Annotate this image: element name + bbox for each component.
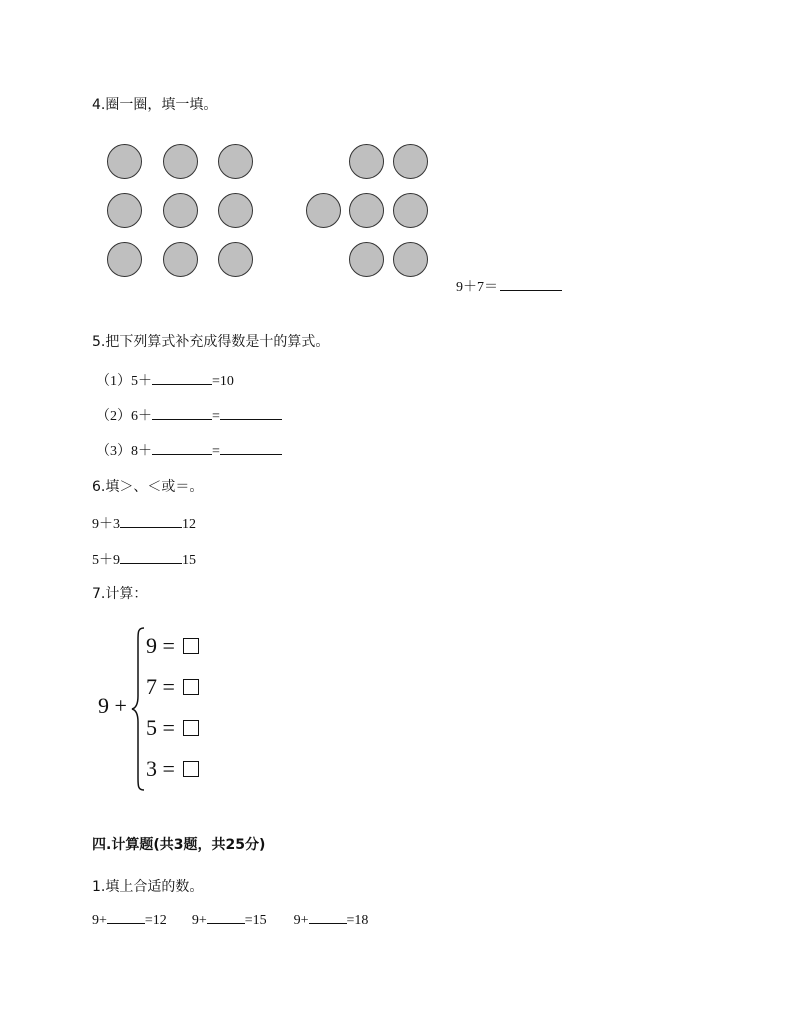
compare-left: 5＋9 <box>92 553 120 568</box>
fill-item <box>92 913 167 928</box>
compare-right: 15 <box>182 553 196 568</box>
item-prefix: 9+ <box>191 913 207 928</box>
q7-row-4 <box>146 756 199 782</box>
item-expression: 5＋ <box>131 374 152 389</box>
q7-row-3 <box>146 715 199 741</box>
q7-row-1 <box>146 633 199 659</box>
counter-circle <box>218 144 253 179</box>
counter-circle <box>107 144 142 179</box>
curly-brace-icon <box>130 626 146 792</box>
counter-circle <box>393 242 428 277</box>
section-heading: 四.计算题(共3题，共25分) <box>92 837 266 853</box>
answer-blank[interactable] <box>152 372 212 385</box>
row-expression: 5 = <box>146 715 175 740</box>
item-result: =18 <box>346 913 369 928</box>
counter-circle <box>163 242 198 277</box>
q5-item-2 <box>96 405 282 425</box>
counter-circle <box>218 242 253 277</box>
q4-equation <box>456 276 562 296</box>
answer-box[interactable] <box>183 761 199 777</box>
q5-title: 5.把下列算式补充成得数是十的算式。 <box>92 334 330 350</box>
item-result: =12 <box>144 913 167 928</box>
counter-circle <box>349 193 384 228</box>
q7-title: 7.计算： <box>92 586 148 602</box>
answer-blank[interactable] <box>120 515 182 528</box>
item-number: （2） <box>96 409 131 424</box>
counter-circle <box>107 242 142 277</box>
counter-circle <box>349 144 384 179</box>
counter-circle <box>163 144 198 179</box>
s4-q1-items <box>92 911 368 929</box>
answer-blank[interactable] <box>152 407 212 420</box>
row-expression: 3 = <box>146 756 175 781</box>
item-expression: 6＋ <box>131 409 152 424</box>
answer-box[interactable] <box>183 720 199 736</box>
counter-circle <box>218 193 253 228</box>
q7-base-expression: 9 + <box>98 693 127 718</box>
answer-blank[interactable] <box>152 442 212 455</box>
answer-blank[interactable] <box>220 442 282 455</box>
compare-right: 12 <box>182 517 196 532</box>
answer-blank[interactable] <box>309 911 347 924</box>
answer-blank[interactable] <box>207 911 245 924</box>
counter-circle <box>107 193 142 228</box>
q6-item-2 <box>92 549 196 569</box>
counter-circle <box>393 144 428 179</box>
answer-blank[interactable] <box>220 407 282 420</box>
q4-equation-text: 9＋7＝ <box>456 280 498 295</box>
row-expression: 9 = <box>146 633 175 658</box>
counter-circle <box>349 242 384 277</box>
q5-item-3 <box>96 440 282 460</box>
counter-circle <box>306 193 341 228</box>
answer-blank[interactable] <box>107 911 145 924</box>
answer-box[interactable] <box>183 679 199 695</box>
q6-title: 6.填＞、＜或＝。 <box>92 479 204 495</box>
counter-circle <box>163 193 198 228</box>
item-result: =10 <box>212 374 234 389</box>
item-number: （1） <box>96 374 131 389</box>
equals-sign: = <box>212 409 220 424</box>
item-number: （3） <box>96 444 131 459</box>
fill-item <box>192 913 267 928</box>
q4-title: 4.圈一圈，填一填。 <box>92 97 218 113</box>
answer-blank[interactable] <box>500 278 562 291</box>
item-result: =15 <box>244 913 267 928</box>
answer-blank[interactable] <box>120 551 182 564</box>
item-prefix: 9+ <box>293 913 309 928</box>
counter-circle <box>393 193 428 228</box>
item-prefix: 9+ <box>92 913 107 928</box>
compare-left: 9＋3 <box>92 517 120 532</box>
answer-box[interactable] <box>183 638 199 654</box>
s4-q1-title: 1.填上合适的数。 <box>92 879 204 895</box>
row-expression: 7 = <box>146 674 175 699</box>
fill-item <box>294 913 369 928</box>
q7-row-2 <box>146 674 199 700</box>
equals-sign: = <box>212 444 220 459</box>
q5-item-1 <box>96 370 234 390</box>
q6-item-1 <box>92 513 196 533</box>
item-expression: 8＋ <box>131 444 152 459</box>
